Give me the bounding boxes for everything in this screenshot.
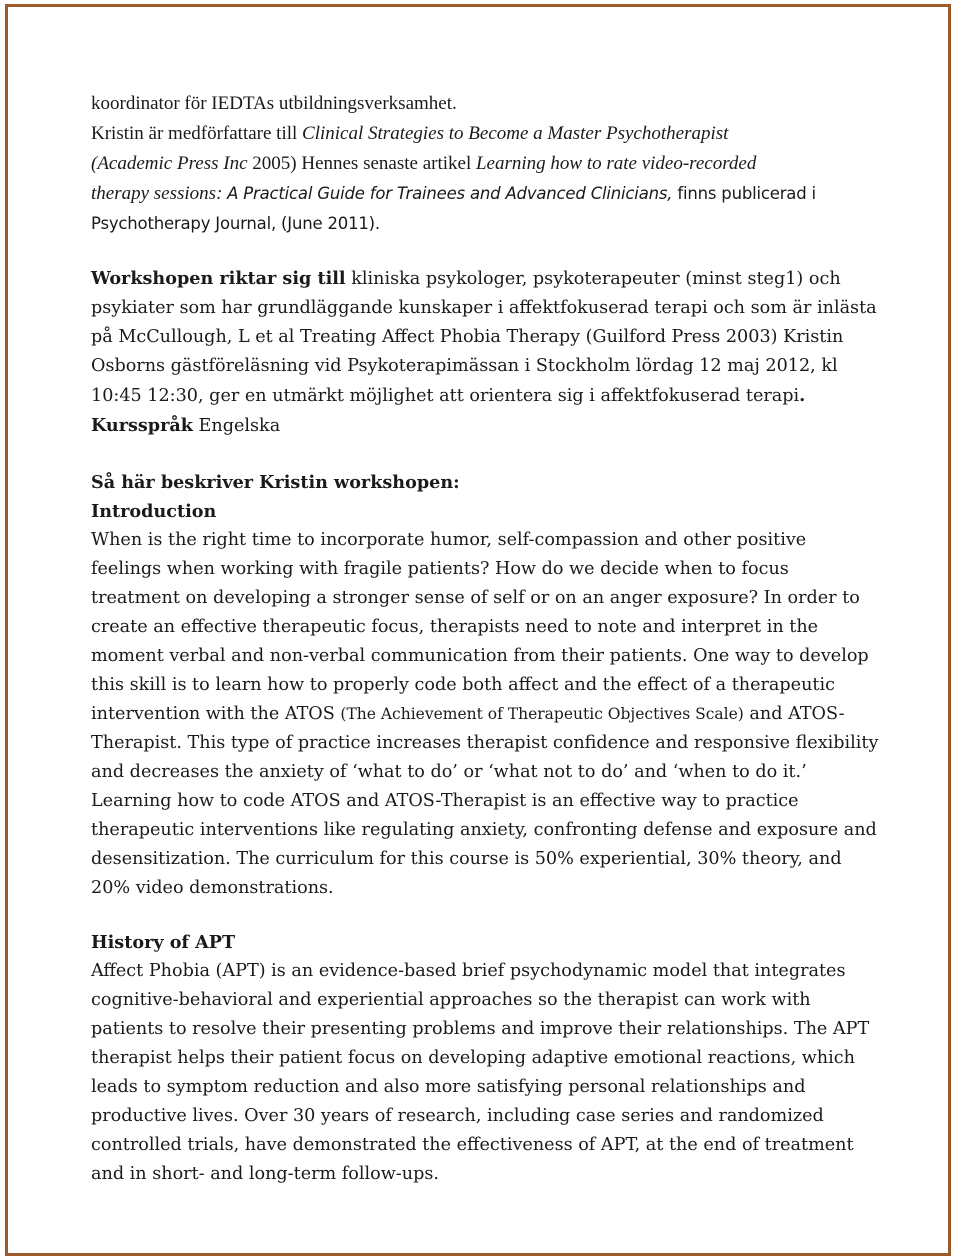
atos-full-name: (The Achievement of Therapeutic Objectives Scale)	[340, 705, 744, 723]
course-language-label: Kursspråk	[91, 415, 193, 436]
introduction-text-1: When is the right time to incorporate humor, self-compassion and other positive feelings when working with fragile patients? How do we decide when to focus treatment on developing a stronger sense of self or on an anger exposure? In order to create an effective therapeutic focus, therapists need to note and interpret in the moment verbal and non-verbal communication from their patients. One way to develop this skill is to learn how to properly code both affect and the effect of a therapeutic intervention with the ATOS	[91, 530, 869, 724]
introduction-text-2: and ATOS-Therapist. This type of practice increases therapist confidence and responsive flexibility and decreases the anxiety of ‘what to do’ or ‘what not to do’ and ‘when to do it.’ Learning how to code ATOS and ATOS-Therapist is an effective way to practice therapeutic interventions like regulating anxiety, confronting defense and exposure and desensitization. The curriculum for this course is 50% experiential, 30% theory, and 20% video demonstrations.	[91, 704, 879, 898]
publisher: (Academic Press Inc	[91, 153, 248, 174]
journal-name: Psychotherapy Journal, (June 2011).	[91, 214, 380, 233]
article-title-part-3: A Practical Guide for Trainees and Advanced Clinicians,	[227, 184, 673, 203]
document-page	[5, 4, 951, 1256]
intro-line-1: koordinator för IEDTAs utbildningsverksamhet.	[91, 93, 457, 114]
introduction-paragraph	[91, 526, 881, 903]
course-language-value: Engelska	[192, 416, 281, 436]
history-heading: History of APT	[91, 932, 236, 953]
introduction-heading: Introduction	[91, 501, 217, 522]
workshop-text: kliniska psykologer, psykoterapeuter (minst steg1) och psykiater som har grundläggande kunskaper i affektfokuserad terapi och som är inlästa på McCullough, L et al Treating Affect Phobia Therapy (Guilford Press 2003) Kristin Osborns gästföreläsning vid Psykoterapimässan i Stockholm lördag 12 maj 2012, kl 10:45 12:30, ger en utmärkt möjlighet att orientera sig i affektfokuserad terapi	[91, 269, 877, 406]
workshop-dot: .	[799, 385, 806, 406]
intro-line-4-plain: finns publicerad i	[672, 184, 816, 203]
workshop-description-heading: Så här beskriver Kristin workshopen:	[91, 472, 460, 493]
intro-line-3-plain: 2005) Hennes senaste artikel	[247, 153, 476, 174]
article-title-part-2: therapy sessions:	[91, 183, 228, 204]
intro-line-2-plain: Kristin är medförfattare till	[91, 123, 303, 144]
book-title: Clinical Strategies to Become a Master Psychotherapist	[302, 123, 729, 144]
article-title-part-1: Learning how to rate video-recorded	[475, 153, 757, 174]
workshop-lead: Workshopen riktar sig till	[91, 268, 346, 289]
history-paragraph: Affect Phobia (APT) is an evidence-based brief psychodynamic model that integrates cognitive-behavioral and experiential approaches so the therapist can work with patients to resolve their presenting problems and improve their relationships. The APT therapist helps their patient focus on developing adaptive emotional reactions, which leads to symptom reduction and also more satisfying personal relationships and productive lives. Over 30 years of research, including case series and randomized controlled trials, have demonstrated the effectiveness of APT, at the end of treatment and in short- and long-term follow-ups.	[91, 961, 870, 1184]
workshop-paragraph	[91, 264, 881, 441]
intro-paragraph	[91, 89, 881, 239]
document-body	[91, 89, 881, 1189]
